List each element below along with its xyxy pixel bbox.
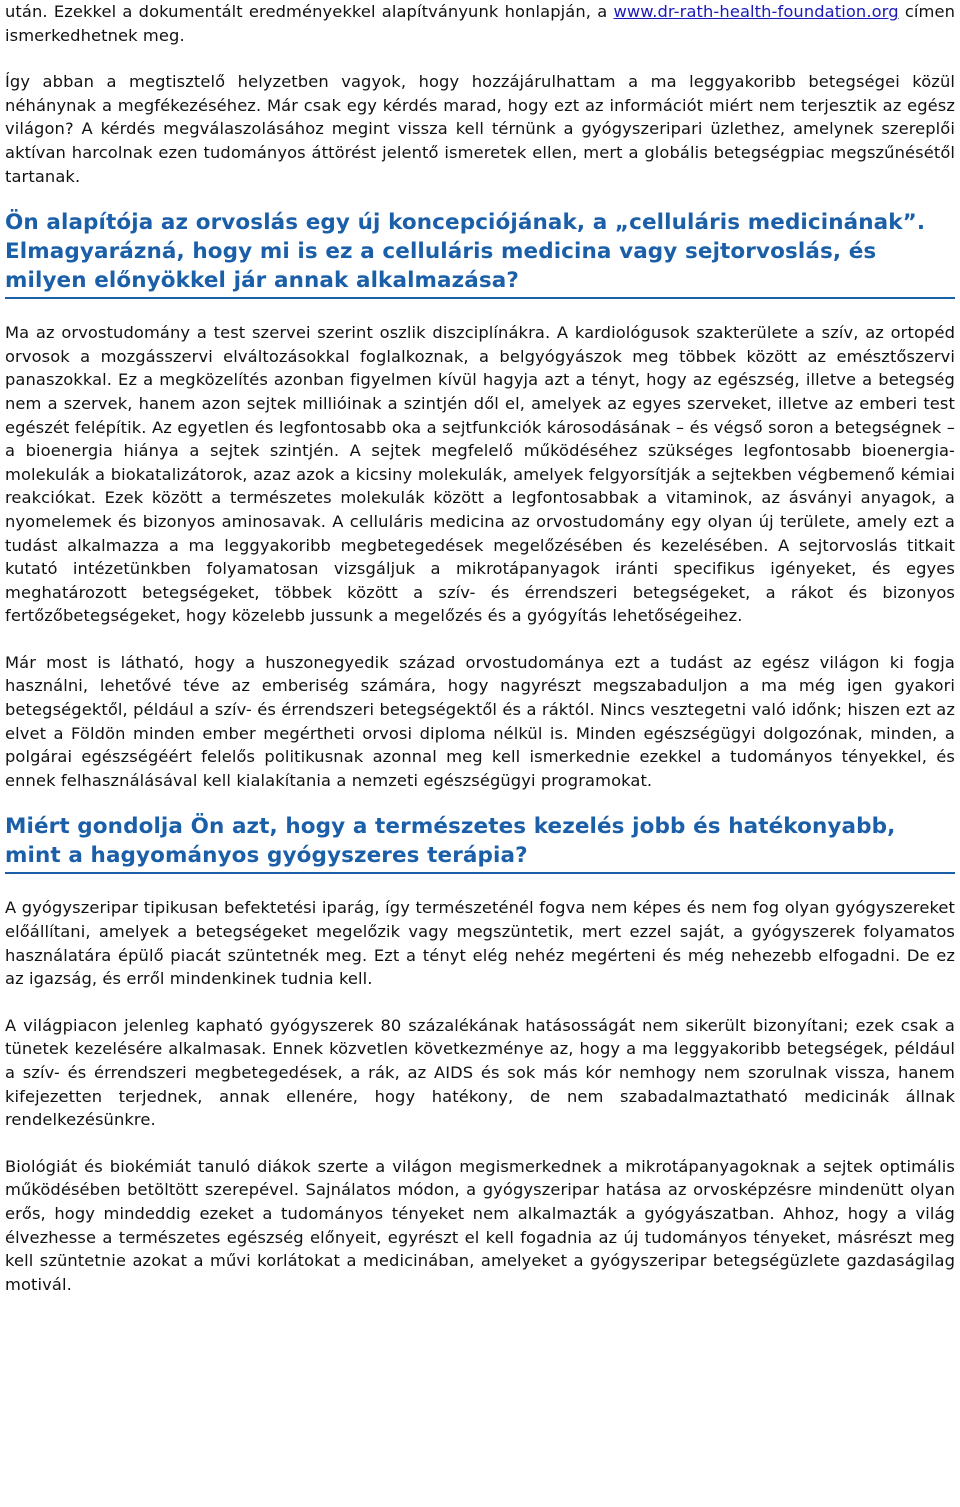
section-spacer xyxy=(5,188,955,208)
intro-paragraph-2: Így abban a megtisztelő helyzetben vagyok, hogy hozzájárulhattam a ma leggyakoribb betegségei közül néhánynak a megfékezéséhez. Már csak egy kérdés marad, hogy ezt az információt miért nem terjesztik az egész világon? A kérdés megválaszolásához megint vissza kell térnünk a gyógyszeripari üzlethez, amelynek szereplői aktívan harcolnak ezen tudományos áttörést jelentő ismeretek ellen, mert a globális betegségpiac megszűnésétől tartanak. xyxy=(5,72,955,186)
section-2-heading: Miért gondolja Ön azt, hogy a természetes kezelés jobb és hatékonyabb, mint a hagyományos gyógyszeres terápia? xyxy=(5,812,955,874)
foundation-website-link[interactable]: www.dr-rath-health-foundation.org xyxy=(613,2,899,21)
heading-spacer xyxy=(5,299,955,321)
paragraph-spacer xyxy=(5,47,955,70)
intro-paragraph-1 xyxy=(5,0,955,47)
section-1-paragraph-1: Ma az orvostudomány a test szervei szerint oszlik diszciplínákra. A kardiológusok szakterülete a szív, az ortopéd orvosok a mozgásszervi elváltozásokkal foglalkoznak, a belgyógyászok meg többek között az emésztőszervi panaszokkal. Ez a megközelítés azonban figyelmen kívül hagyja azt a tényt, hogy az egészség, illetve a betegség nem a szervek, hanem azon sejtek millióinak a szintjén dől el, amelyek az egyes szerveket, illetve az emberi test egészét felépítik. Az egyetlen és legfontosabb oka a sejtfunkciók károsodásának – és végső soron a betegségnek – a bioenergia hiánya a sejtek szintjén. A sejtek megfelelő működéséhez szükséges legfontosabb bioenergia-molekulák a biokatalizátorok, azaz azok a kicsiny molekulák, amelyek felgyorsítják a sejtekben végbemenő kémiai reakciókat. Ezek között a természetes molekulák között a legfontosabbak a vitaminok, az ásványi anyagok, a nyomelemek és bizonyos aminosavak. A celluláris medicina az orvostudomány egy olyan új területe, amely ezt a tudást alkalmazza a ma leggyakoribb megbetegedések megelőzésében és kezelésében. A sejtorvoslás titkait kutató intézetünkben folyamatosan vizsgáljuk a mikrotápanyagok iránti specifikus igényeket, és egyes meghatározott betegségeket, többek között a szív- és érrendszeri betegségeket, a rákot és bizonyos fertőzőbetegségeket, hogy közelebb jussunk a megelőzés és a gyógyítás lehetőségeihez. xyxy=(5,323,955,626)
paragraph-spacer xyxy=(5,991,955,1014)
section-2-paragraph-2: A világpiacon jelenleg kapható gyógyszerek 80 százalékának hatásosságát nem sikerült bizonyítani; ezek csak a tünetek kezelésére alkalmasak. Ennek közvetlen következménye az, hogy a ma leggyakoribb betegségek, például a szív- és érrendszeri megbetegedések, a rák, az AIDS és sok más kór nemhogy nem szorulnak vissza, hanem kifejezetten terjednek, annak ellenére, hogy hatékony, de nem szabadalmaztatható medicinák állnak rendelkezésünkre. xyxy=(5,1015,955,1130)
paragraph-spacer xyxy=(5,628,955,651)
intro-text-before-link: után. Ezekkel a dokumentált eredményekkel alapítványunk honlapján, a xyxy=(5,2,614,21)
heading-spacer xyxy=(5,874,955,896)
section-spacer xyxy=(5,792,955,812)
section-2-paragraph-1: A gyógyszeripar tipikusan befektetési iparág, így természeténél fogva nem képes és nem fog olyan gyógyszereket előállítani, amelyek a betegségeket megelőzik vagy megszüntetik, mert ezzel saját, a gyógyszerek folyamatos használatára épülő piacát szüntetnék meg. Ezt a tényt elég nehéz megérteni és még nehezebb elfogadni. De ez az igazság, és erről mindenkinek tudnia kell. xyxy=(5,898,955,989)
paragraph-spacer xyxy=(5,1132,955,1155)
section-2-paragraph-3: Biológiát és biokémiát tanuló diákok szerte a világon megismerkednek a mikrotápanyagoknak a sejtek optimális működésében betöltött szerepével. Sajnálatos módon, a gyógyszeripar hatása az orvosképzésre mindenütt olyan erős, hogy mindeddig ezeket a tudományos tényeket nem alkalmazták a gyógyászatban. Ahhoz, hogy a világ élvezhesse a természetes egészség előnyeit, egyrészt el kell fogadnia az új tudományos tényeket, másrészt meg kell szüntetnie azokat a művi korlátokat a medicinában, amelyeket a gyógyszeripar betegségüzlete gazdaságilag motivál. xyxy=(5,1156,955,1294)
section-1-paragraph-2: Már most is látható, hogy a huszonegyedik század orvostudománya ezt a tudást az egész világon ki fogja használni, lehetővé téve az emberiség számára, hogy nagyrészt megszabaduljon a ma még igen gyakori betegségektől, például a szív- és érrendszeri betegségektől és a ráktól. Nincs vesztegetni való időnk; hiszen ezt az elvet a Földön minden ember megértheti orvosi diploma nélkül is. Minden egészségügyi dolgozónak, minden, a polgárai egészségéért felelős politikusnak azonnal meg kell ismerkednie ezekkel a tudományos tényekkel, és ennek felhasználásával kell kialakítania a nemzeti egészségügyi programokat. xyxy=(5,652,955,790)
section-1-heading: Ön alapítója az orvoslás egy új koncepciójának, a „celluláris medicinának”. Elmagyarázná, hogy mi is ez a celluláris medicina vagy sejtorvoslás, és milyen előnyökkel jár annak alkalmazása? xyxy=(5,208,955,299)
intro-text-after-link: címen ismerkedhetnek meg. xyxy=(5,2,955,45)
